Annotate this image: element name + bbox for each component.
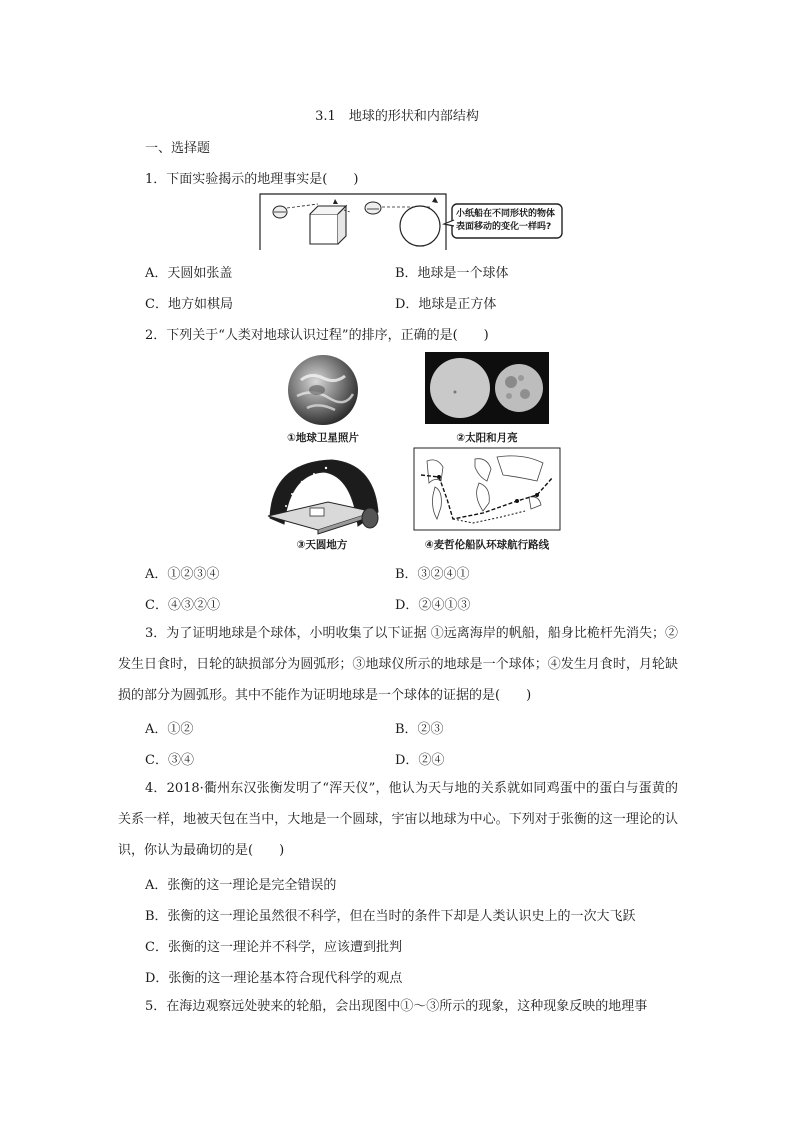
q1-option-a: A．天圆如张盖	[145, 266, 233, 281]
caption-3: ③天圆地方	[296, 539, 348, 551]
caption-4: ④麦哲伦船队环球航行路线	[424, 539, 550, 551]
round-sky-square-earth-illustration	[262, 456, 382, 534]
q2-option-a: A．①②③④	[145, 567, 220, 582]
q1-bubble-line-2: 表面移动的变化一样吗?	[456, 222, 552, 232]
section-heading: 一、选择题	[145, 141, 211, 156]
question-5-stem: 5．在海边观察远处驶来的轮船，会出现图中①～③所示的现象，这种现象反映的地理事	[145, 999, 648, 1014]
q1-option-b: B．地球是一个球体	[395, 266, 509, 281]
q4-option-a: A．张衡的这一理论是完全错误的	[145, 878, 337, 893]
question-1-stem: 1．下面实验揭示的地理事实是( )	[145, 172, 359, 187]
q1-option-d: D．地球是正方体	[395, 297, 497, 312]
q2-option-d: D．②④①③	[395, 598, 471, 613]
q4-option-c: C．张衡的这一理论并不科学，应该遭到批判	[145, 940, 402, 955]
question-2-stem: 2．下列关于“人类对地球认识过程”的排序，正确的是( )	[145, 328, 489, 343]
caption-2: ②太阳和月亮	[456, 432, 518, 444]
q1-bubble-line-1: 小纸船在不同形状的物体	[456, 209, 556, 219]
sun-and-moon-photo	[425, 352, 549, 424]
magellan-route-map	[413, 447, 561, 531]
q3-option-d: D．②④	[395, 753, 445, 768]
q3-option-a: A．①②	[145, 722, 194, 737]
q4-option-d: D．张衡的这一理论基本符合现代科学的观点	[145, 971, 403, 986]
q4-option-b: B．张衡的这一理论虽然很不科学，但在当时的条件下却是人类认识史上的一次大飞跃	[145, 909, 636, 924]
q3-option-c: C．③④	[145, 753, 194, 768]
q3-option-b: B．②③	[395, 722, 444, 737]
question-4-stem: 4．2018·衢州东汉张衡发明了“浑天仪”，他认为天与地的关系就如同鸡蛋中的蛋白与蛋黄的关系一样，地被天包在当中，大地是一个圆球，宇宙以地球为中心。下列对于张衡的这一理论的认识，你认为最确切的是( )	[118, 781, 678, 858]
caption-1: ①地球卫星照片	[287, 432, 359, 444]
question-3-stem: 3．为了证明地球是个球体，小明收集了以下证据 ①远离海岸的帆船，船身比桅杆先消失；②发生日食时，日轮的缺损部分为圆弧形；③地球仪所示的地球是一个球体；④发生月食时，月轮缺损的部分为圆弧形。其中不能作为证明地球是一个球体的证据的是( )	[118, 626, 678, 703]
q2-option-b: B．③②④①	[395, 567, 470, 582]
page-title: 3.1 地球的形状和内部结构	[315, 109, 479, 124]
q1-option-c: C．地方如棋局	[145, 297, 233, 312]
earth-satellite-photo	[283, 354, 363, 426]
q2-option-c: C．④③②①	[145, 598, 220, 613]
